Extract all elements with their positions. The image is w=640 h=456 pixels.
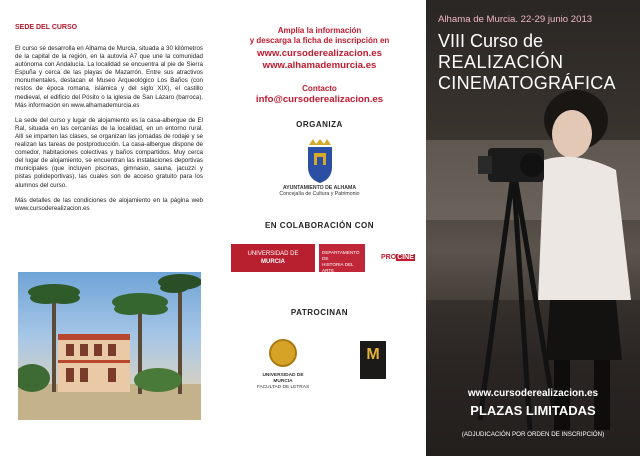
um-faculty-line1: UNIVERSIDAD DE MURCIA	[262, 373, 304, 384]
course-title-line1: VIII Curso de	[438, 31, 544, 51]
um-logo-line1: UNIVERSIDAD DE	[247, 251, 299, 257]
cover-url[interactable]: www.cursoderealizacion.es	[467, 388, 599, 399]
ayuntamiento-name: AYUNTAMIENTO DE ALHAMA	[282, 185, 357, 191]
cover-panel	[426, 0, 640, 456]
patrocinan-heading: PATROCINAN	[290, 308, 349, 317]
paragraph-venue: La sede del curso y lugar de alojamiento es la casa-albergue de El Ral, situada en las cercanías de la localidad, en un entorno rural. Allí se imparten las clases, se organizan las jornadas de rodaje y se realizan las tareas de postproducción. La casa-albergue dispone de comedor, habitaciones colectivas y baños compartidos. Muy cerca del lugar de alojamiento, se encuentran las instalaciones deportivas municipales (que incluyen piscinas, gimnasio, sauna, jacuzzi y pistas polideportivas), las cuales son de acceso gratuito para los alumnos del curso.	[15, 116, 203, 189]
collaborator-logos	[213, 244, 426, 274]
procine-logo	[381, 252, 415, 264]
procine-logo-a: PRO	[381, 254, 397, 261]
paragraph-more-info: Más detalles de las condiciones de alojamiento en la página web www.cursoderealizacion.es	[15, 196, 203, 212]
dept-logo-line2: HISTORIA DEL ARTE	[322, 262, 354, 273]
info-line-1: Amplía la información	[277, 26, 362, 35]
um-logo-line2: MURCIA	[261, 259, 285, 265]
contact-label: Contacto	[302, 84, 337, 93]
sponsor-logo-letter: M	[366, 346, 380, 363]
course-title-line2: REALIZACIÓN	[438, 52, 564, 72]
middle-panel	[213, 0, 426, 456]
adjudicacion-note: (ADJUDICACIÓN POR ORDEN DE INSCRIPCIÓN)	[461, 431, 605, 438]
colaboracion-heading: EN COLABORACIÓN CON	[264, 221, 375, 230]
sponsor-logos	[213, 339, 426, 409]
university-seal-icon	[269, 339, 297, 367]
um-faculty-logo	[253, 339, 313, 391]
paragraph-location: El curso se desarrolla en Alhama de Murcia, situada a 30 kilómetros de la capital de la región, en la autovía A7 que une la comunidad autónoma con Andalucía. La localidad se encuentra al pie de Sierra Espuña y cerca de las playas de Mazarrón. Entre sus atractivos monumentales, destacan el Museo Arqueológico Los Baños (con restos de época romana, islámica y del siglo XIX), el castillo medieval, el edificio del Pósito o la iglesia de San Lázaro (barroca). Más información en www.alhamademurcia.es	[15, 45, 203, 109]
info-line-2: y descarga la ficha de inscripción en	[249, 36, 390, 45]
contact-email[interactable]: info@cursoderealizacion.es	[255, 94, 384, 105]
venue-photo	[18, 272, 201, 420]
procine-logo-b: CINE	[397, 254, 414, 261]
course-title-line3: CINEMATOGRÁFICA	[438, 73, 616, 93]
sponsor-logo	[360, 341, 386, 379]
section-heading: SEDE DEL CURSO	[15, 24, 78, 31]
um-faculty-line2: FACULTAD DE LETRAS	[256, 385, 310, 390]
dept-logo-line1: DEPARTAMENTO DE	[322, 250, 360, 261]
plazas-limitadas: PLAZAS LIMITADAS	[470, 403, 596, 418]
organiza-heading: ORGANIZA	[296, 120, 343, 129]
course-url[interactable]: www.cursoderealizacion.es	[257, 48, 382, 59]
ayuntamiento-dept: Concejalía de Cultura y Patrimonio	[279, 191, 360, 197]
coat-of-arms-icon	[305, 139, 335, 183]
course-dates: Alhama de Murcia. 22-29 junio 2013	[438, 14, 593, 25]
um-logo	[231, 244, 315, 272]
dept-logo	[319, 244, 365, 272]
town-url[interactable]: www.alhamademurcia.es	[262, 60, 377, 71]
venue-illustration	[18, 272, 201, 420]
